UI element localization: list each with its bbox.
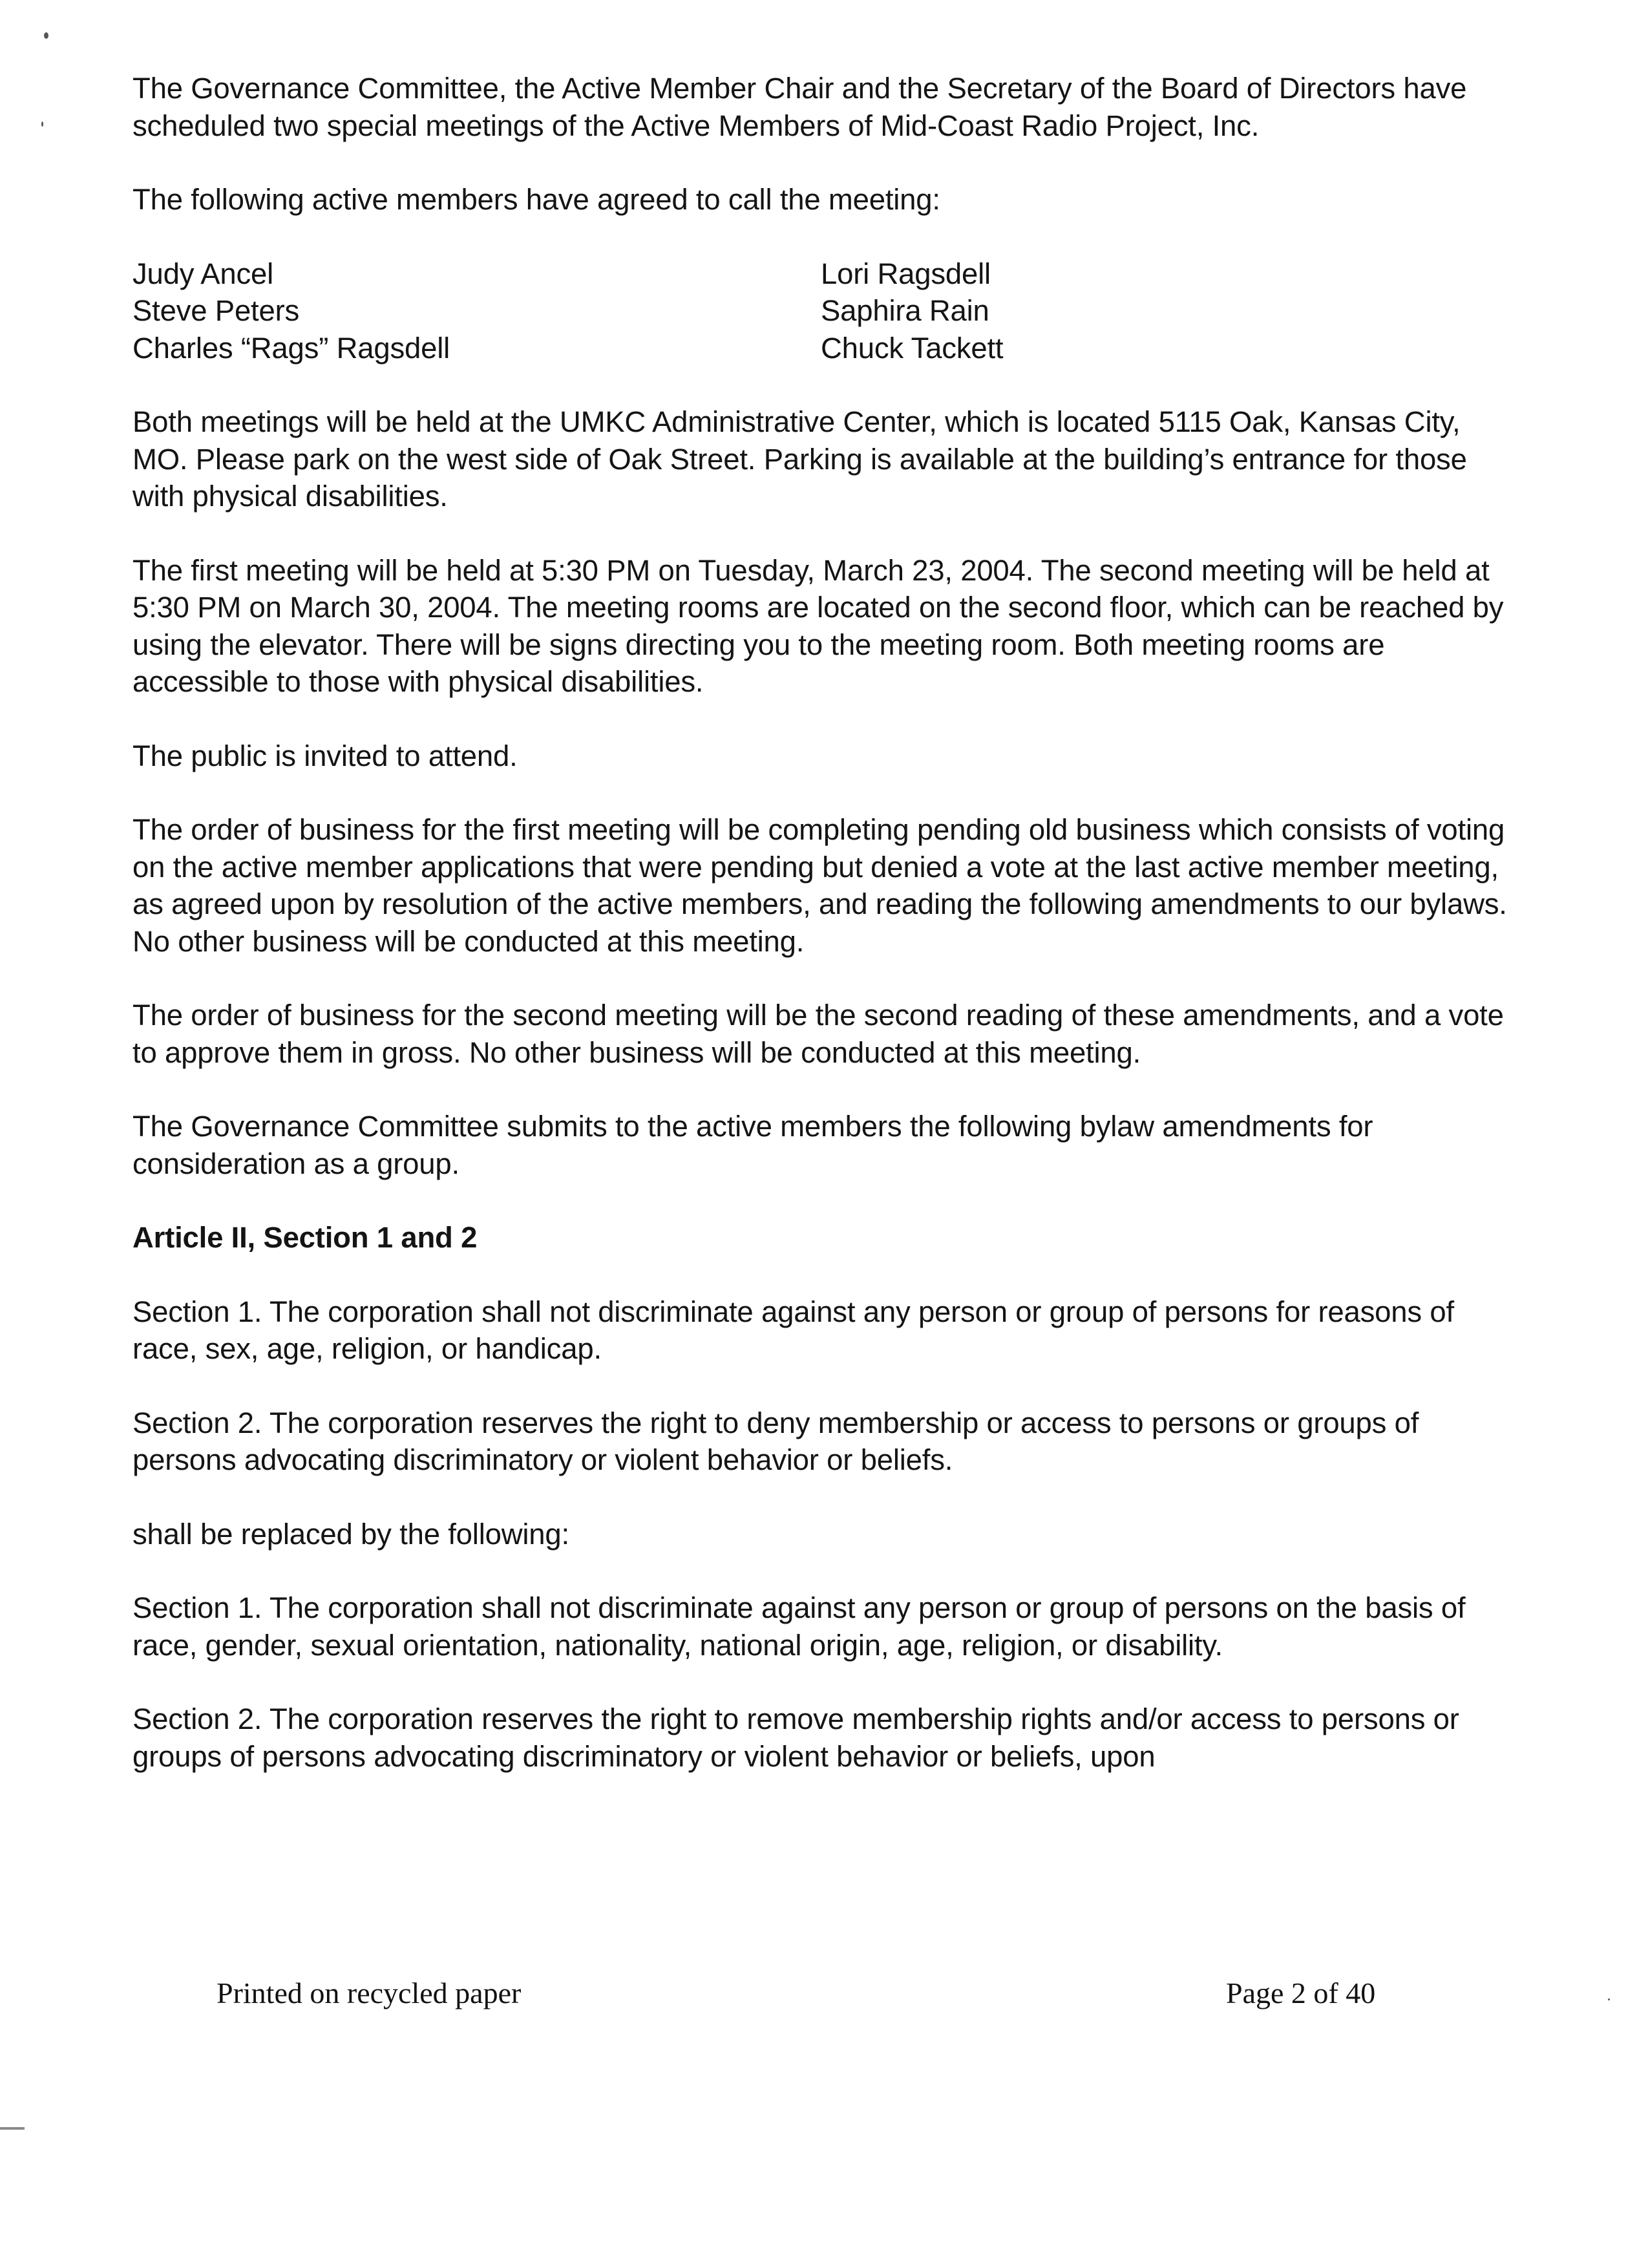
scan-speck [1608,1998,1610,2000]
member-name: Judy Ancel [132,257,274,290]
footer-page-number: Page 2 of 40 [1226,1977,1376,2009]
amendments-intro-paragraph: The Governance Committee submits to the active members the following bylaw amendments for consideration as a group. [132,1110,1373,1180]
first-meeting-business-paragraph: The order of business for the first meeting will be completing pending old business which consists of voting on the active member applications that were pending but denied a vote at the last active member meeting, as agreed upon by resolution of the active members, and reading the following amendments to our bylaws. No other business will be conducted at this meeting. [132,813,1507,958]
member-name: Charles “Rags” Ragsdell [132,331,450,365]
old-section-2: Section 2. The corporation reserves the right to deny membership or access to persons or groups of persons advocating discriminatory or violent behavior or beliefs. [132,1406,1419,1476]
member-name: Steve Peters [132,294,300,327]
schedule-paragraph: The first meeting will be held at 5:30 PM on Tuesday, March 23, 2004. The second meeting will be held at 5:30 PM on March 30, 2004. The meeting rooms are located on the second floor, which can be reached by using the elevator. There will be signs directing you to the meeting room. Both meeting rooms are accessible to those with physical disabilities. [132,553,1504,698]
member-name: Chuck Tackett [821,331,1004,365]
scan-edge-mark [0,2127,25,2130]
document-body [132,70,1509,1775]
location-paragraph: Both meetings will be held at the UMKC Administrative Center, which is located 5115 Oak, Kansas City, MO. Please park on the west side of Oak Street. Parking is available at the building’s entrance for those with physical disabilities. [132,405,1467,513]
footer-recycled-note: Printed on recycled paper [217,1977,522,2009]
member-list-left [132,255,821,367]
second-meeting-business-paragraph: The order of business for the second meeting will be the second reading of these amendments, and a vote to approve them in gross. No other business will be conducted at this meeting. [132,999,1504,1069]
member-list-right [821,255,1509,367]
scan-speck [41,122,43,127]
new-section-1: Section 1. The corporation shall not discriminate against any person or group of persons on the basis of race, gender, sexual orientation, nationality, national origin, age, religion, or disability. [132,1591,1466,1662]
scan-speck [44,32,48,39]
member-name: Saphira Rain [821,294,989,327]
old-section-1: Section 1. The corporation shall not discriminate against any person or group of persons for reasons of race, sex, age, religion, or handicap. [132,1295,1454,1365]
member-name: Lori Ragsdell [821,257,991,290]
public-invite-paragraph: The public is invited to attend. [132,739,518,772]
intro-paragraph: The following active members have agreed to call the meeting: [132,183,940,216]
replacement-note: shall be replaced by the following: [132,1517,569,1551]
member-list [132,255,1509,367]
article-heading: Article II, Section 1 and 2 [132,1221,478,1254]
new-section-2: Section 2. The corporation reserves the right to remove membership rights and/or access to persons or groups of persons advocating discriminatory or violent behavior or beliefs, upon [132,1702,1459,1773]
intro-paragraph: The Governance Committee, the Active Member Chair and the Secretary of the Board of Directors have scheduled two special meetings of the Active Members of Mid-Coast Radio Project, Inc. [132,72,1467,142]
